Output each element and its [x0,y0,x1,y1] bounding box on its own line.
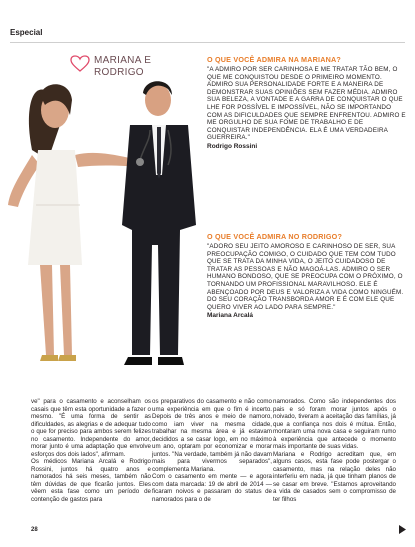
couple-names [94,55,151,79]
question-answer: "ADORO SEU JEITO AMOROSO E CARINHOSO DE SER, SUA PREOCUPAÇÃO COMIGO, O CUIDADO QUE TEM COM TUDO QUE SE TRATA DA MINHA VIDA, O JEITO CUIDADOSO DE TRATAR AS PESSOAS E NÃO MAGOÁ-LAS. ADMIRO O SER HUMANO BONDOSO, QUE SE PREOCUPA COM O PRÓXIMO, O TORNANDO UM PROFISSIONAL MARAVILHOSO. ELE É ABENÇOADO POR DEUS E VALORIZA A VIDA COMO NINGUÉM. DO SEU CORAÇÃO TRANSBORDA AMOR E É COM ELE QUE QUERO VIVER AO LADO PARA SEMPRE." [207,243,404,311]
heart-icon [70,55,90,73]
body-text: namorados. Como são independentes dos pais e só foram morar juntos após o noivado, tiveram a aceitação das famílias, já que a confiança nos dois é mútua. Então, montaram uma nova casa e seguiram rumo à experiência que antecede o momento mais importante de suas vidas. Mariana e Rodrigo acreditam que, em alguns casos, esta fase pode postergar o casamento, mas na relação deles não interferiu em nada, já que tinham planos de se casar em breve. "Estamos aproveitando a vida de casados sem o compromisso de ter filhos [273,398,396,503]
triangle-right-icon[interactable] [399,525,406,534]
question-title: O QUE VOCÊ ADMIRA NA MARIANA? [207,55,341,64]
body-column-2 [152,398,272,503]
answer-signature: Rodrigo Rossini [207,142,258,150]
answer-signature: Mariana Arcalá [207,312,254,320]
body-column-1 [31,398,151,503]
question-block-mariana [207,55,407,150]
header-divider [10,42,405,43]
body-text: os preparativos do casamento e não como uma experiência em que o fim é incerto. Depois de três anos e meio de namoro, como iam viver na mesma cidade, trabalhar na mesma área e já estavam decididos a se casar logo, em no máximo um ano, optaram por economizar e morar juntos. "Na verdade, também já não davam mais para vivermos separados", complementa Mariana. Com o casamento em mente — e agora com data marcada: 19 de abril de 2014 — ficaram noivos e passaram do status de namorados para o de [152,398,272,503]
page-number: 28 [31,527,38,533]
question-block-rodrigo [207,232,407,319]
couple-name-line1: MARIANA E [94,55,152,66]
section-label: Especial [10,28,43,37]
body-column-3 [273,398,396,503]
couple-name-line2: RODRIGO [94,67,144,78]
question-title: O QUE VOCÊ ADMIRA NO RODRIGO? [207,232,343,241]
couple-photo [0,55,215,390]
body-text: ve" para o casamento e aconselham os casais que têm esta oportunidade a fazer o mesmo. "É uma forma de sentir as dificuldades, as alegrias e de adequar tudo o que for preciso para ambos serem felizes no casamento. Independente do amor, morar junto é uma adaptação que envolve esforços dos dois lados", afirmam. Os médicos Mariana Arcalá e Rodrigo Rossini, juntos há quatro anos e namorados há seis meses, também não têm dúvidas de que ficarão juntos. Eles vêem esta fase como um período de contenção de gastos para [31,398,151,503]
question-answer: "A ADMIRO POR SER CARINHOSA E ME TRATAR TÃO BEM, O QUE ME CONQUISTOU DESDE O PRIMEIRO MOMENTO. ADMIRO SUA PERSONALIDADE FORTE E A MANEIRA DE DEMONSTRAR SUAS OPINIÕES SEM FAZER MÉDIA. ADMIRO SUA BELEZA, A VONTADE E A GARRA DE CONQUISTAR O QUE LHE FOR POSSÍVEL E IMPOSSÍVEL, NÃO SE IMPORTANDO COM AS DIFICULDADES QUE SEMPRE ENFRENTOU. ADMIRO E ME ORGULHO DE SUA FOME DE TRABALHO E DE CONQUISTAR INDEPENDÊNCIA. ELA É UMA VERDADEIRA GUERREIRA." [207,66,406,142]
